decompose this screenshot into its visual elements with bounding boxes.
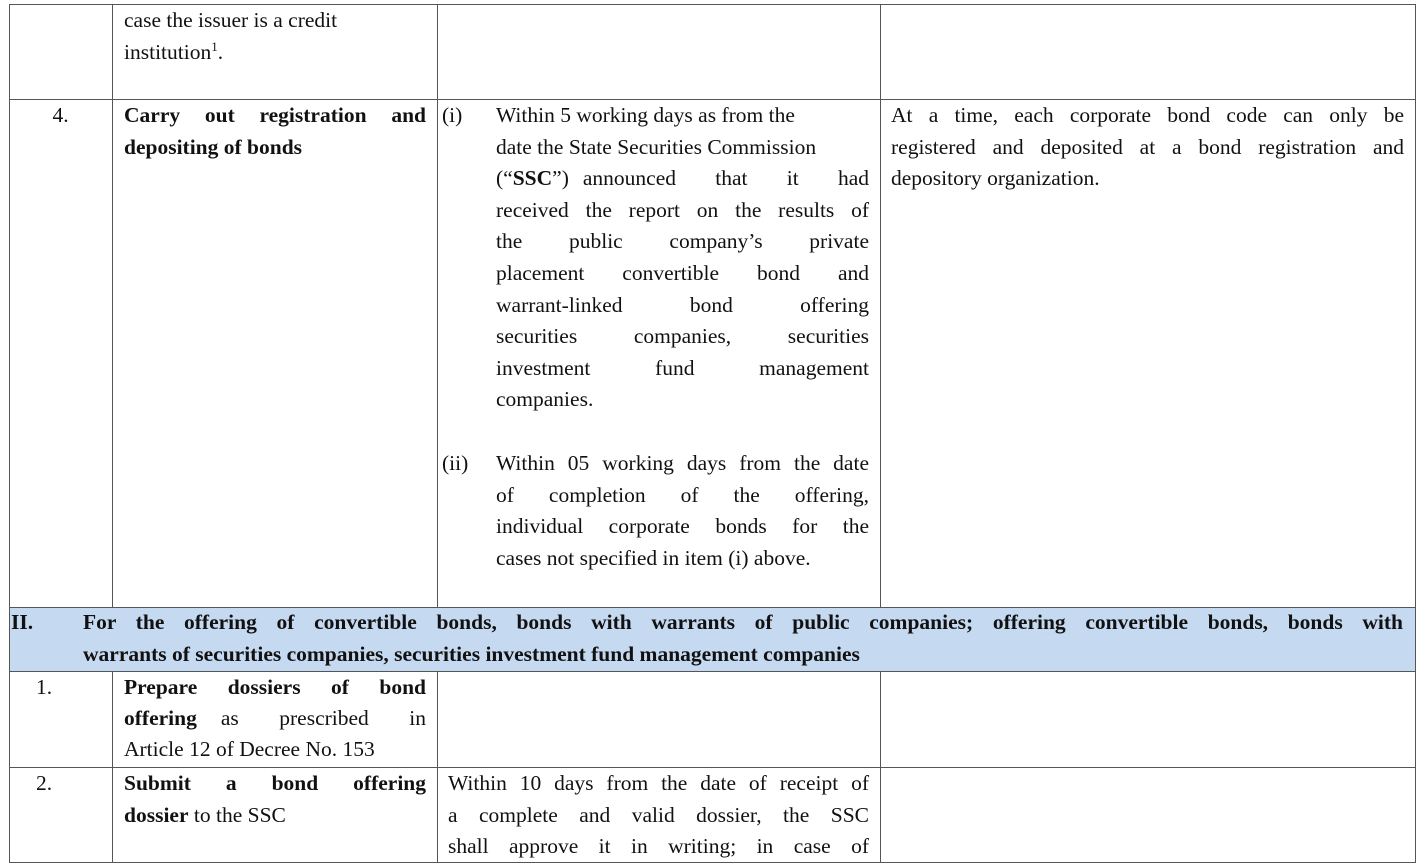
column-divider [880,671,881,863]
step-note [891,100,1404,195]
top-row-line: case the issuer is a credit [124,8,338,32]
item-line: placement convertible bond and [496,260,869,285]
step-title-line: Submit a bond offering [124,771,426,795]
section-heading-line: warrants of securities companies, securities investment fund management companies [83,641,860,666]
item-text [496,448,869,574]
step-title-rest: as prescribed in [220,706,426,730]
item-line: investment fund management [496,355,869,380]
step-title-line: Prepare dossiers of bond [124,675,426,699]
section-heading-line: For the offering of convertible bonds, bonds with warrants of public companies; offering convertible bonds, bonds with [83,610,1403,634]
step-title-bold: offering [124,706,197,730]
item-text [496,100,869,416]
step-title-line [124,703,426,734]
item-label: (ii) [442,451,469,475]
step-title-bold: dossier [124,802,189,827]
step-title-line [124,800,426,832]
item-line: date the State Securities Commission [496,134,817,159]
item-line: received the report on the results of [496,197,869,222]
top-row-text [124,5,426,68]
column-divider [437,4,438,607]
item-line: securities companies, securities [496,324,869,349]
item-line: individual corporate bonds for the [496,514,869,539]
item-label: (i) [442,103,463,127]
item-line: Within 5 working days as from the [496,103,795,127]
item-line-rest: announced that it had [582,166,869,191]
column-divider [112,671,113,863]
column-divider [112,4,113,607]
item-line: cases not specified in item (i) above. [496,545,811,570]
item-line [496,163,869,195]
item-line: of completion of the offering, [496,482,869,507]
section-numeral: II. [11,610,34,634]
note-line: registered and deposited at a bond registration and [891,134,1404,159]
item-line: companies. [496,387,594,412]
column-divider [880,4,881,607]
table-border-left [9,4,10,863]
timing-line: Within 10 days from the date of receipt of [448,771,869,795]
note-line: depository organization. [891,166,1100,191]
step-title: Carry out registration and depositing of bonds [124,103,426,159]
row-number: 2. [35,771,53,795]
timing-line: shall approve it in writing; in case of [448,834,869,859]
column-divider [437,671,438,863]
step-title [124,768,426,831]
step-title [124,672,426,765]
step-title-line: Article 12 of Decree No. 153 [124,737,375,761]
step-title-rest: to the SSC [193,802,286,827]
row-number: 1. [35,675,53,699]
row-number: 4. [52,103,69,127]
table-border-right [1415,4,1416,863]
ssc-abbreviation: (“SSC”) [496,166,569,191]
section-heading [83,607,1403,670]
top-row-period: . [217,39,224,64]
top-row-line [124,37,426,69]
item-line: the public company’s private [496,229,869,254]
timing-line: a complete and valid dossier, the SSC [448,802,869,827]
note-line: At a time, each corporate bond code can only be [891,103,1404,127]
item-line: warrant-linked bond offering [496,292,869,317]
step-timing [448,768,869,863]
top-row-word: institution [124,39,212,64]
item-line: Within 05 working days from the date [496,451,869,475]
footnote-ref[interactable]: 1 [211,38,218,54]
